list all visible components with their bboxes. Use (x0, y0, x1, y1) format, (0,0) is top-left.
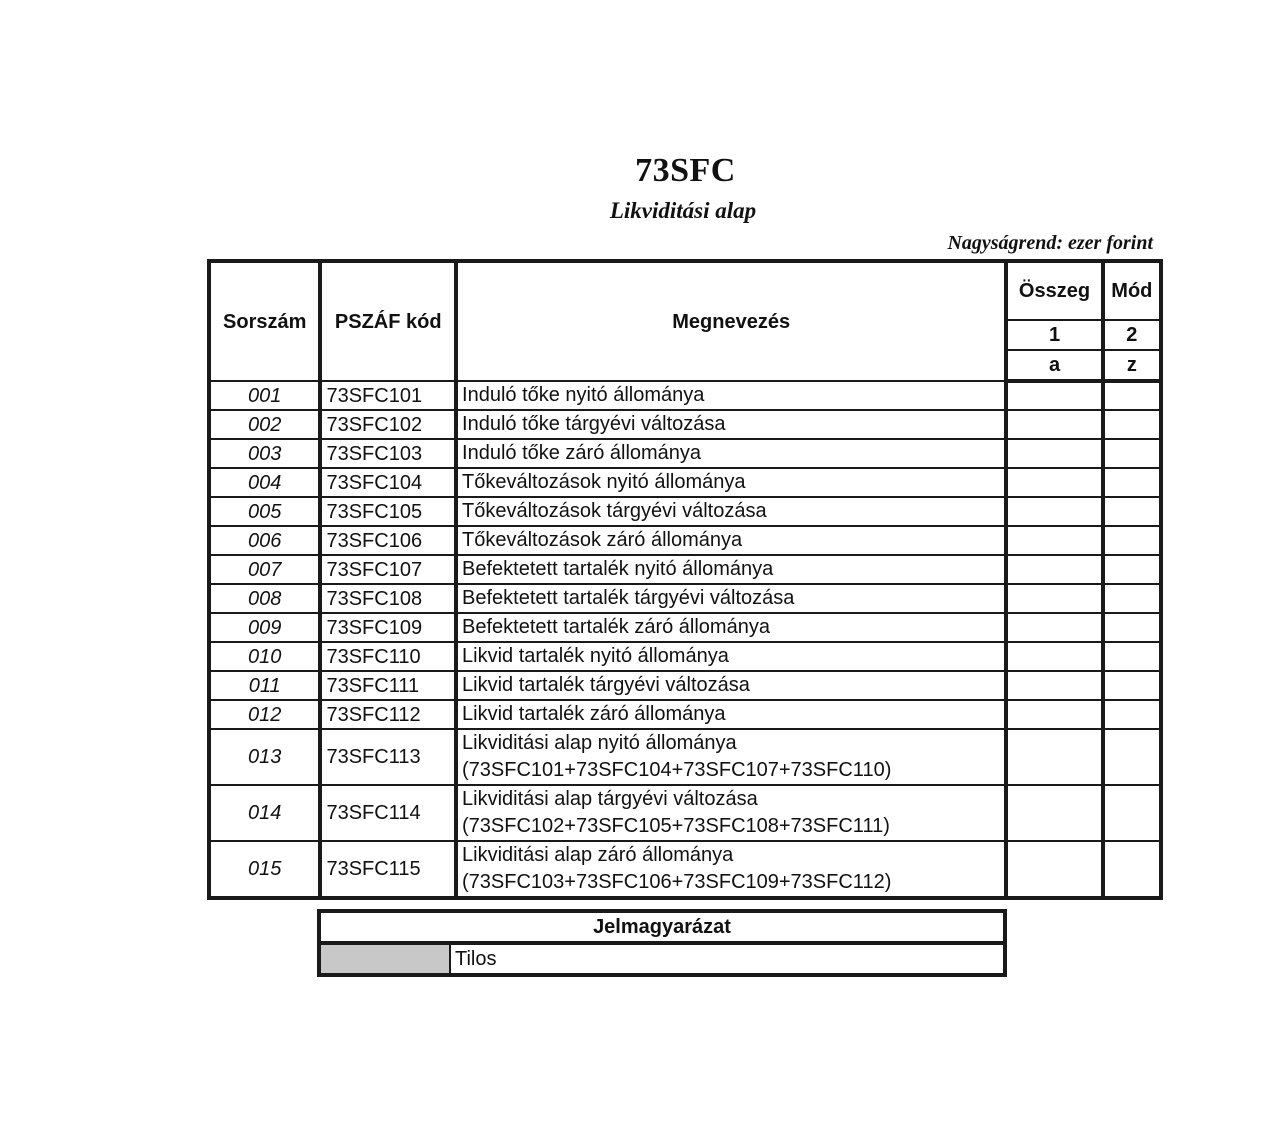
row-osszeg-cell[interactable] (1006, 497, 1102, 526)
row-pszaf-kod: 73SFC103 (320, 439, 456, 468)
legend-item (319, 943, 1005, 975)
row-megnevezes (456, 841, 1006, 898)
header-pszaf-kod: PSZÁF kód (320, 261, 456, 381)
row-sorszam: 013 (209, 729, 320, 785)
row-megnevezes (456, 613, 1006, 642)
row-megnevezes (456, 700, 1006, 729)
row-megnevezes-line: Likvid tartalék záró állománya (462, 703, 726, 725)
row-megnevezes-line: Tőkeváltozások nyitó állománya (462, 471, 746, 493)
row-megnevezes (456, 584, 1006, 613)
header-osszeg-number: 1 (1006, 320, 1102, 350)
report-table (207, 259, 1163, 900)
legend-title: Jelmagyarázat (319, 911, 1005, 943)
row-megnevezes (456, 381, 1006, 410)
row-pszaf-kod: 73SFC110 (320, 642, 456, 671)
row-pszaf-kod: 73SFC108 (320, 584, 456, 613)
legend-table (317, 909, 1007, 977)
header-sorszam: Sorszám (209, 261, 320, 381)
row-megnevezes (456, 729, 1006, 785)
row-megnevezes-line: Induló tőke záró állománya (462, 442, 702, 464)
table-row (209, 526, 1161, 555)
table-row (209, 785, 1161, 841)
row-sorszam: 007 (209, 555, 320, 584)
row-sorszam: 002 (209, 410, 320, 439)
row-sorszam: 005 (209, 497, 320, 526)
row-megnevezes (456, 410, 1006, 439)
row-megnevezes-line: Befektetett tartalék nyitó állománya (462, 558, 774, 580)
row-pszaf-kod: 73SFC105 (320, 497, 456, 526)
row-megnevezes (456, 555, 1006, 584)
legend-swatch (319, 943, 450, 975)
table-row (209, 410, 1161, 439)
row-osszeg-cell[interactable] (1006, 642, 1102, 671)
row-osszeg-cell[interactable] (1006, 584, 1102, 613)
row-megnevezes (456, 497, 1006, 526)
table-row (209, 642, 1161, 671)
row-megnevezes-line: Tőkeváltozások tárgyévi változása (462, 500, 767, 522)
row-megnevezes (456, 785, 1006, 841)
row-megnevezes-line: Likvid tartalék nyitó állománya (462, 645, 729, 667)
header-mod-number: 2 (1103, 320, 1161, 350)
row-megnevezes-line: Likviditási alap záró állománya (462, 844, 734, 866)
row-megnevezes-line: Likviditási alap tárgyévi változása (462, 788, 758, 810)
row-megnevezes-formula: (73SFC102+73SFC105+73SFC108+73SFC111) (462, 815, 890, 837)
row-mod-cell[interactable] (1103, 468, 1161, 497)
table-row (209, 497, 1161, 526)
row-osszeg-cell[interactable] (1006, 468, 1102, 497)
table-row (209, 468, 1161, 497)
table-row (209, 439, 1161, 468)
row-mod-cell[interactable] (1103, 642, 1161, 671)
row-sorszam: 009 (209, 613, 320, 642)
row-sorszam: 012 (209, 700, 320, 729)
row-mod-cell[interactable] (1103, 381, 1161, 410)
table-row (209, 700, 1161, 729)
header-osszeg-type: a (1006, 350, 1102, 381)
table-row (209, 841, 1161, 898)
row-osszeg-cell[interactable] (1006, 785, 1102, 841)
row-sorszam: 003 (209, 439, 320, 468)
row-osszeg-cell[interactable] (1006, 381, 1102, 410)
row-osszeg-cell[interactable] (1006, 613, 1102, 642)
row-osszeg-cell[interactable] (1006, 841, 1102, 898)
header-mod: Mód (1103, 261, 1161, 320)
row-sorszam: 006 (209, 526, 320, 555)
row-megnevezes-line: Likvid tartalék tárgyévi változása (462, 674, 750, 696)
row-mod-cell[interactable] (1103, 613, 1161, 642)
row-pszaf-kod: 73SFC107 (320, 555, 456, 584)
legend-label: Tilos (450, 943, 1005, 975)
row-megnevezes-line: Befektetett tartalék záró állománya (462, 616, 770, 638)
row-osszeg-cell[interactable] (1006, 555, 1102, 584)
row-megnevezes-formula: (73SFC101+73SFC104+73SFC107+73SFC110) (462, 759, 892, 781)
row-mod-cell[interactable] (1103, 785, 1161, 841)
row-mod-cell[interactable] (1103, 584, 1161, 613)
table-row (209, 613, 1161, 642)
row-sorszam: 011 (209, 671, 320, 700)
row-megnevezes-formula: (73SFC103+73SFC106+73SFC109+73SFC112) (462, 871, 892, 893)
row-pszaf-kod: 73SFC109 (320, 613, 456, 642)
row-megnevezes-line: Likviditási alap nyitó állománya (462, 732, 737, 754)
row-pszaf-kod: 73SFC101 (320, 381, 456, 410)
row-pszaf-kod: 73SFC114 (320, 785, 456, 841)
row-osszeg-cell[interactable] (1006, 671, 1102, 700)
unit-note: Nagyságrend: ezer forint (947, 232, 1153, 254)
table-row (209, 584, 1161, 613)
row-pszaf-kod: 73SFC113 (320, 729, 456, 785)
page-title: 73SFC (635, 152, 736, 189)
row-osszeg-cell[interactable] (1006, 700, 1102, 729)
row-pszaf-kod: 73SFC106 (320, 526, 456, 555)
row-sorszam: 008 (209, 584, 320, 613)
row-mod-cell[interactable] (1103, 439, 1161, 468)
row-sorszam: 004 (209, 468, 320, 497)
header-osszeg: Összeg (1006, 261, 1102, 320)
row-megnevezes (456, 526, 1006, 555)
row-osszeg-cell[interactable] (1006, 526, 1102, 555)
row-osszeg-cell[interactable] (1006, 439, 1102, 468)
row-pszaf-kod: 73SFC104 (320, 468, 456, 497)
row-osszeg-cell[interactable] (1006, 729, 1102, 785)
row-mod-cell[interactable] (1103, 497, 1161, 526)
row-sorszam: 001 (209, 381, 320, 410)
row-pszaf-kod: 73SFC111 (320, 671, 456, 700)
row-sorszam: 014 (209, 785, 320, 841)
row-osszeg-cell[interactable] (1006, 410, 1102, 439)
row-megnevezes (456, 468, 1006, 497)
row-megnevezes (456, 671, 1006, 700)
row-mod-cell[interactable] (1103, 555, 1161, 584)
row-megnevezes-line: Induló tőke nyitó állománya (462, 384, 705, 406)
row-mod-cell[interactable] (1103, 700, 1161, 729)
row-megnevezes (456, 642, 1006, 671)
table-row (209, 729, 1161, 785)
header-row (209, 261, 1161, 320)
row-megnevezes-line: Befektetett tartalék tárgyévi változása (462, 587, 795, 609)
row-pszaf-kod: 73SFC102 (320, 410, 456, 439)
row-sorszam: 015 (209, 841, 320, 898)
row-mod-cell[interactable] (1103, 841, 1161, 898)
row-sorszam: 010 (209, 642, 320, 671)
row-pszaf-kod: 73SFC115 (320, 841, 456, 898)
row-megnevezes (456, 439, 1006, 468)
row-mod-cell[interactable] (1103, 526, 1161, 555)
row-mod-cell[interactable] (1103, 729, 1161, 785)
row-megnevezes-line: Tőkeváltozások záró állománya (462, 529, 743, 551)
row-pszaf-kod: 73SFC112 (320, 700, 456, 729)
table-row (209, 671, 1161, 700)
table-row (209, 555, 1161, 584)
page-subtitle: Likviditási alap (609, 198, 757, 223)
header-megnevezes: Megnevezés (456, 261, 1006, 381)
row-mod-cell[interactable] (1103, 671, 1161, 700)
row-mod-cell[interactable] (1103, 410, 1161, 439)
table-row (209, 381, 1161, 410)
row-megnevezes-line: Induló tőke tárgyévi változása (462, 413, 726, 435)
header-mod-type: z (1103, 350, 1161, 381)
